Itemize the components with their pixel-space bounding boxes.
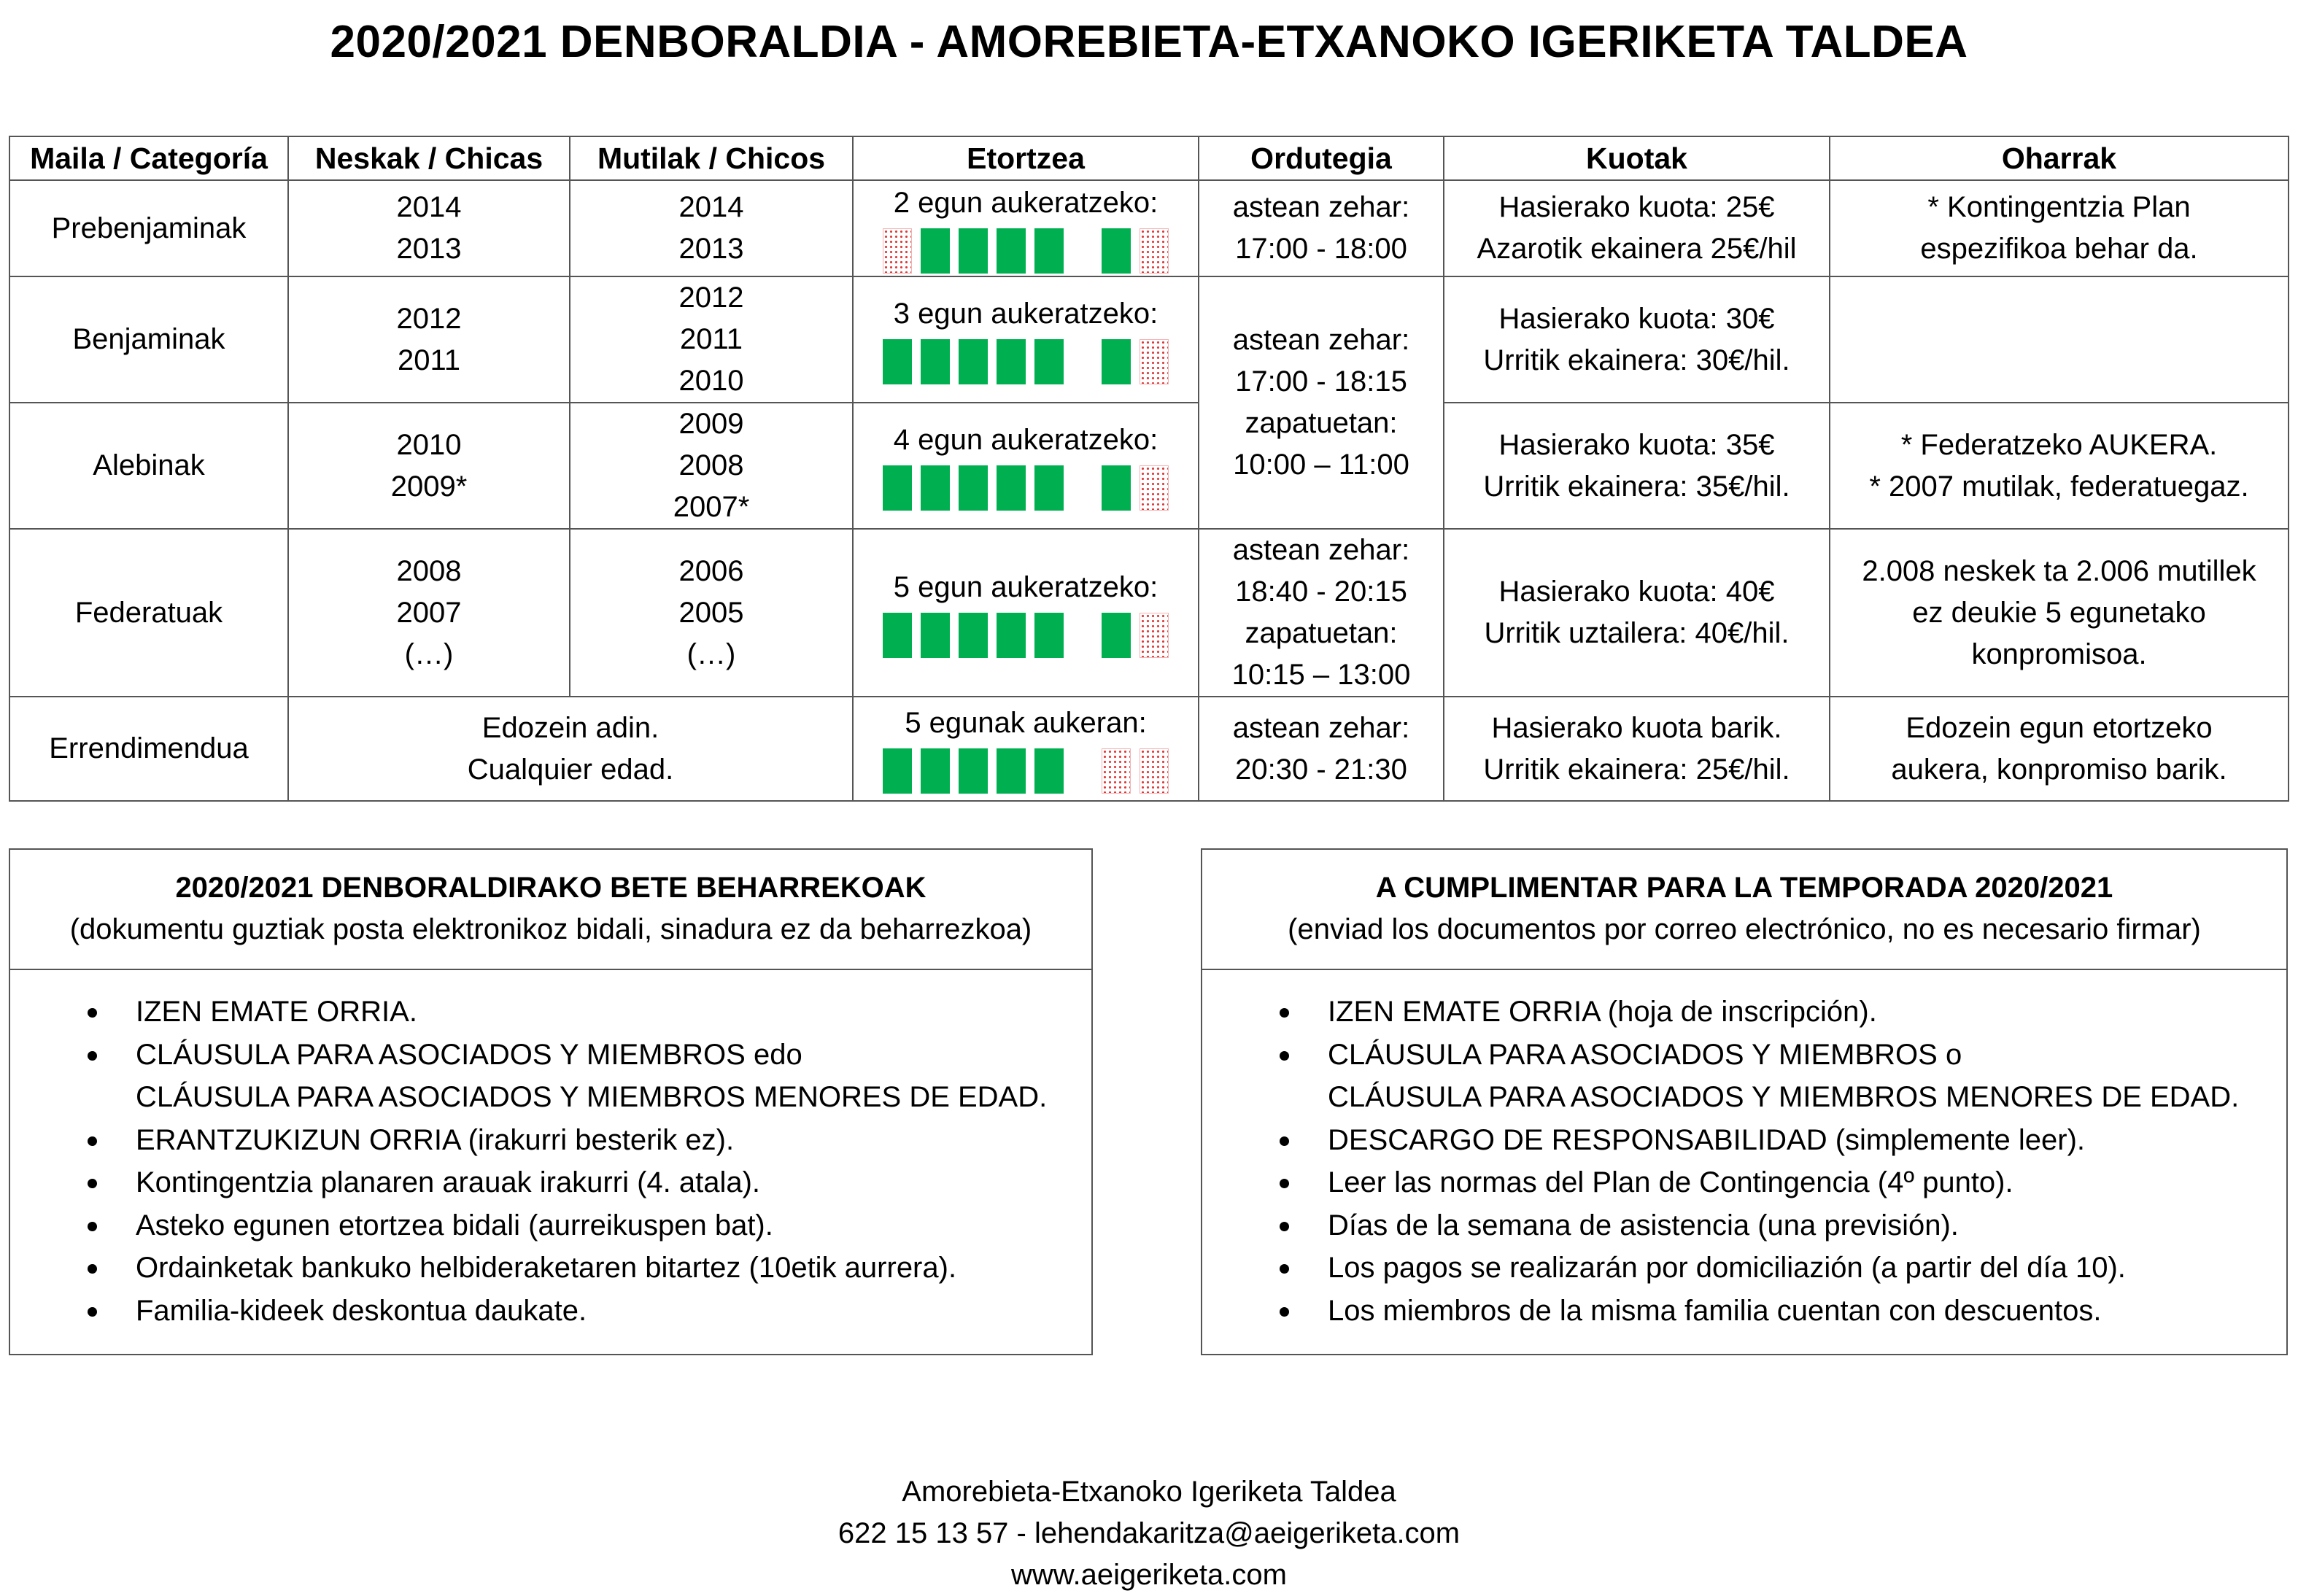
requirements-list <box>1202 970 2286 1332</box>
header-girls: Neskak / Chicas <box>288 136 570 180</box>
year: 2014 <box>678 191 744 223</box>
year: 2009* <box>390 470 468 503</box>
box-header <box>1202 850 2286 970</box>
day-available-square <box>997 465 1026 511</box>
cell-notes <box>1830 276 2289 403</box>
header-boys: Mutilak / Chicos <box>570 136 853 180</box>
attendance-label: 3 egun aukeratzeko: <box>893 298 1158 330</box>
box-title: A CUMPLIMENTAR PARA LA TEMPORADA 2020/2021 <box>1375 872 2113 904</box>
list-item <box>1202 1290 2286 1333</box>
year: 2013 <box>678 233 744 265</box>
list-item <box>10 1119 1091 1162</box>
schedule-line: zapatuetan: <box>1245 617 1398 649</box>
day-unavailable-square <box>1102 748 1131 794</box>
fee-line: Urritik ekainera: 30€/hil. <box>1483 344 1790 376</box>
schedule-line: 20:30 - 21:30 <box>1235 753 1407 786</box>
list-item <box>10 1034 1091 1119</box>
cell-category: Federatuak <box>9 529 288 697</box>
note-line: * Kontingentzia Plan <box>1927 191 2191 223</box>
day-available-square <box>997 748 1026 794</box>
header-attendance: Etortzea <box>853 136 1199 180</box>
item-text: Ordainketak bankuko helbideraketaren bitartez (10etik aurrera). <box>136 1252 957 1284</box>
day-available-square <box>959 339 988 384</box>
day-available-square <box>959 748 988 794</box>
note-line: ez deukie 5 egunetako <box>1912 596 2206 629</box>
list-item <box>10 1290 1091 1333</box>
day-available-square <box>1034 465 1064 511</box>
cell-notes <box>1830 180 2289 276</box>
list-item <box>1202 991 2286 1034</box>
item-text: CLÁUSULA PARA ASOCIADOS Y MIEMBROS MENORES DE EDAD. <box>136 1081 1048 1113</box>
header-schedule: Ordutegia <box>1199 136 1444 180</box>
year: 2013 <box>396 233 462 265</box>
age-line: Cualquier edad. <box>467 753 674 786</box>
year: 2011 <box>397 344 460 376</box>
fee-line: Hasierako kuota: 30€ <box>1498 302 1775 335</box>
fee-line: Hasierako kuota: 40€ <box>1498 576 1775 608</box>
day-available-square <box>921 465 950 511</box>
footer <box>0 1471 2298 1596</box>
fee-line: Hasierako kuota: 25€ <box>1498 191 1775 223</box>
year: 2006 <box>678 554 744 587</box>
note-line: * Federatzeko AUKERA. <box>1900 428 2218 461</box>
note-line: konpromisoa. <box>1971 638 2147 670</box>
schedule-line: 17:00 - 18:00 <box>1235 233 1407 265</box>
day-available-square <box>921 339 950 384</box>
item-text: DESCARGO DE RESPONSABILIDAD (simplemente leer). <box>1328 1123 2086 1156</box>
year: 2007 <box>396 596 462 629</box>
item-text: Leer las normas del Plan de Contingencia (4º punto). <box>1328 1166 2013 1198</box>
year: 2010 <box>678 365 744 397</box>
day-available-square <box>883 465 912 511</box>
year: 2012 <box>396 302 462 335</box>
cell-ages <box>288 697 853 801</box>
year: 2014 <box>396 191 462 223</box>
item-text: IZEN EMATE ORRIA (hoja de inscripción). <box>1328 996 1877 1028</box>
fee-line: Azarotik ekainera 25€/hil <box>1477 233 1797 265</box>
day-available-square <box>1102 613 1131 658</box>
day-available-square <box>921 228 950 274</box>
fee-line: Hasierako kuota barik. <box>1491 711 1782 744</box>
schedule-line: zapatuetan: <box>1245 407 1398 439</box>
attendance-label: 4 egun aukeratzeko: <box>893 424 1158 456</box>
header-fees: Kuotak <box>1444 136 1830 180</box>
list-item <box>10 1204 1091 1247</box>
list-item <box>1202 1034 2286 1119</box>
note-line: aukera, konpromiso barik. <box>1891 753 2227 786</box>
item-text: Días de la semana de asistencia (una previsión). <box>1328 1209 1959 1241</box>
attendance-label: 5 egun aukeratzeko: <box>893 570 1158 603</box>
year: 2010 <box>396 428 462 461</box>
list-item <box>1202 1119 2286 1162</box>
year: (…) <box>404 638 454 670</box>
cell-category: Errendimendua <box>9 697 288 801</box>
list-item <box>10 1161 1091 1204</box>
year: 2008 <box>396 554 462 587</box>
item-text: IZEN EMATE ORRIA. <box>136 996 417 1028</box>
year: 2009 <box>678 408 744 440</box>
table-row-federatuak <box>9 529 2289 697</box>
note-line: * 2007 mutilak, federatuegaz. <box>1869 470 2249 503</box>
item-text: Familia-kideek deskontua daukate. <box>136 1294 587 1327</box>
cell-fees <box>1444 529 1830 697</box>
cell-attendance <box>853 529 1199 697</box>
cell-boys <box>570 276 853 403</box>
day-available-square <box>1034 748 1064 794</box>
list-item <box>10 1247 1091 1290</box>
requirements-box-spanish <box>1201 848 2288 1355</box>
list-item <box>10 991 1091 1034</box>
item-text: ERANTZUKIZUN ORRIA (irakurri besterik ez). <box>136 1123 735 1156</box>
day-available-square <box>921 748 950 794</box>
cell-attendance <box>853 276 1199 403</box>
day-available-square <box>1034 228 1064 274</box>
list-item <box>1202 1161 2286 1204</box>
schedule-line: 10:00 – 11:00 <box>1233 449 1409 481</box>
note-line: Edozein egun etortzeko <box>1906 711 2213 744</box>
cell-schedule <box>1199 180 1444 276</box>
weekday-indicators <box>856 227 1195 275</box>
cell-schedule <box>1199 276 1444 529</box>
cell-schedule <box>1199 697 1444 801</box>
weekday-indicators <box>856 747 1195 795</box>
cell-girls <box>288 529 570 697</box>
weekday-indicators <box>856 464 1195 512</box>
item-text: Los pagos se realizarán por domiciliazión (a partir del día 10). <box>1328 1252 2126 1284</box>
day-available-square <box>959 465 988 511</box>
year: 2005 <box>678 596 744 629</box>
cell-category: Prebenjaminak <box>9 180 288 276</box>
cell-category: Alebinak <box>9 403 288 529</box>
cell-girls <box>288 276 570 403</box>
day-available-square <box>1102 228 1131 274</box>
day-available-square <box>1102 339 1131 384</box>
requirements-list <box>10 970 1091 1332</box>
day-available-square <box>883 613 912 658</box>
footer-contact: 622 15 13 57 - lehendakaritza@aeigeriketa.com <box>837 1517 1461 1549</box>
fee-line: Urritik ekainera: 35€/hil. <box>1483 470 1790 503</box>
cell-attendance <box>853 180 1199 276</box>
day-unavailable-square <box>1140 748 1169 794</box>
day-unavailable-square <box>1140 465 1169 511</box>
footer-org: Amorebieta-Etxanoko Igeriketa Taldea <box>902 1476 1396 1508</box>
list-item <box>1202 1204 2286 1247</box>
year: 2007* <box>673 491 750 523</box>
year: 2008 <box>678 449 744 481</box>
day-unavailable-square <box>1140 613 1169 658</box>
schedule-line: 10:15 – 13:00 <box>1231 659 1411 691</box>
day-available-square <box>959 228 988 274</box>
day-unavailable-square <box>883 228 912 274</box>
attendance-label: 2 egun aukeratzeko: <box>893 186 1158 219</box>
cell-notes <box>1830 697 2289 801</box>
table-row-prebenjaminak <box>9 180 2289 276</box>
item-text: CLÁUSULA PARA ASOCIADOS Y MIEMBROS edo <box>136 1038 802 1071</box>
cell-fees <box>1444 403 1830 529</box>
schedule-line: astean zehar: <box>1232 534 1410 566</box>
cell-boys <box>570 180 853 276</box>
schedule-line: 18:40 - 20:15 <box>1235 576 1407 608</box>
schedule-table <box>9 136 2289 802</box>
table-row-alebinak <box>9 403 2289 529</box>
fee-line: Hasierako kuota: 35€ <box>1498 428 1775 461</box>
cell-fees <box>1444 180 1830 276</box>
day-unavailable-square <box>1140 228 1169 274</box>
cell-attendance <box>853 697 1199 801</box>
item-text: Asteko egunen etortzea bidali (aurreikuspen bat). <box>136 1209 773 1241</box>
table-header-row <box>9 136 2289 180</box>
day-available-square <box>1034 339 1064 384</box>
fee-line: Urritik ekainera: 25€/hil. <box>1483 753 1790 786</box>
day-available-square <box>921 613 950 658</box>
item-text: Kontingentzia planaren arauak irakurri (4. atala). <box>136 1166 761 1198</box>
item-text: CLÁUSULA PARA ASOCIADOS Y MIEMBROS MENORES DE EDAD. <box>1328 1081 2240 1113</box>
day-available-square <box>883 748 912 794</box>
day-available-square <box>1034 613 1064 658</box>
day-available-square <box>883 339 912 384</box>
cell-category: Benjaminak <box>9 276 288 403</box>
schedule-line: astean zehar: <box>1232 711 1410 744</box>
day-available-square <box>997 228 1026 274</box>
box-title: 2020/2021 DENBORALDIRAKO BETE BEHARREKOAK <box>175 872 926 904</box>
header-category: Maila / Categoría <box>9 136 288 180</box>
item-text: Los miembros de la misma familia cuentan con descuentos. <box>1328 1294 2102 1327</box>
cell-girls <box>288 403 570 529</box>
cell-fees <box>1444 697 1830 801</box>
age-line: Edozein adin. <box>481 711 659 744</box>
box-header <box>10 850 1091 970</box>
weekday-indicators <box>856 338 1195 386</box>
day-available-square <box>997 613 1026 658</box>
item-text: CLÁUSULA PARA ASOCIADOS Y MIEMBROS o <box>1328 1038 1962 1071</box>
day-available-square <box>959 613 988 658</box>
cell-notes <box>1830 403 2289 529</box>
schedule-line: astean zehar: <box>1232 324 1410 356</box>
cell-boys <box>570 529 853 697</box>
fee-line: Urritik uztailera: 40€/hil. <box>1484 617 1790 649</box>
table-row-errendimendua <box>9 697 2289 801</box>
year: 2012 <box>678 282 744 314</box>
box-subtitle: (enviad los documentos por correo electrónico, no es necesario firmar) <box>1288 913 2201 945</box>
table-row-benjaminak <box>9 276 2289 403</box>
box-subtitle: (dokumentu guztiak posta elektronikoz bidali, sinadura ez da beharrezkoa) <box>69 913 1032 945</box>
cell-attendance <box>853 403 1199 529</box>
header-notes: Oharrak <box>1830 136 2289 180</box>
year: (…) <box>686 638 736 670</box>
cell-girls <box>288 180 570 276</box>
cell-notes <box>1830 529 2289 697</box>
footer-website: www.aeigeriketa.com <box>1011 1559 1287 1591</box>
cell-schedule <box>1199 529 1444 697</box>
cell-fees <box>1444 276 1830 403</box>
year: 2011 <box>679 323 743 355</box>
note-line: espezifikoa behar da. <box>1920 233 2198 265</box>
day-available-square <box>997 339 1026 384</box>
requirements-box-basque <box>9 848 1093 1355</box>
weekday-indicators <box>856 611 1195 659</box>
cell-boys <box>570 403 853 529</box>
schedule-line: astean zehar: <box>1232 191 1410 223</box>
page-title: 2020/2021 DENBORALDIA - AMOREBIETA-ETXANOKO IGERIKETA TALDEA <box>330 17 1968 67</box>
attendance-label: 5 egunak aukeran: <box>905 707 1147 739</box>
note-line: 2.008 neskek ta 2.006 mutillek <box>1862 554 2256 587</box>
day-available-square <box>1102 465 1131 511</box>
schedule-line: 17:00 - 18:15 <box>1235 365 1407 398</box>
day-unavailable-square <box>1140 339 1169 384</box>
list-item <box>1202 1247 2286 1290</box>
